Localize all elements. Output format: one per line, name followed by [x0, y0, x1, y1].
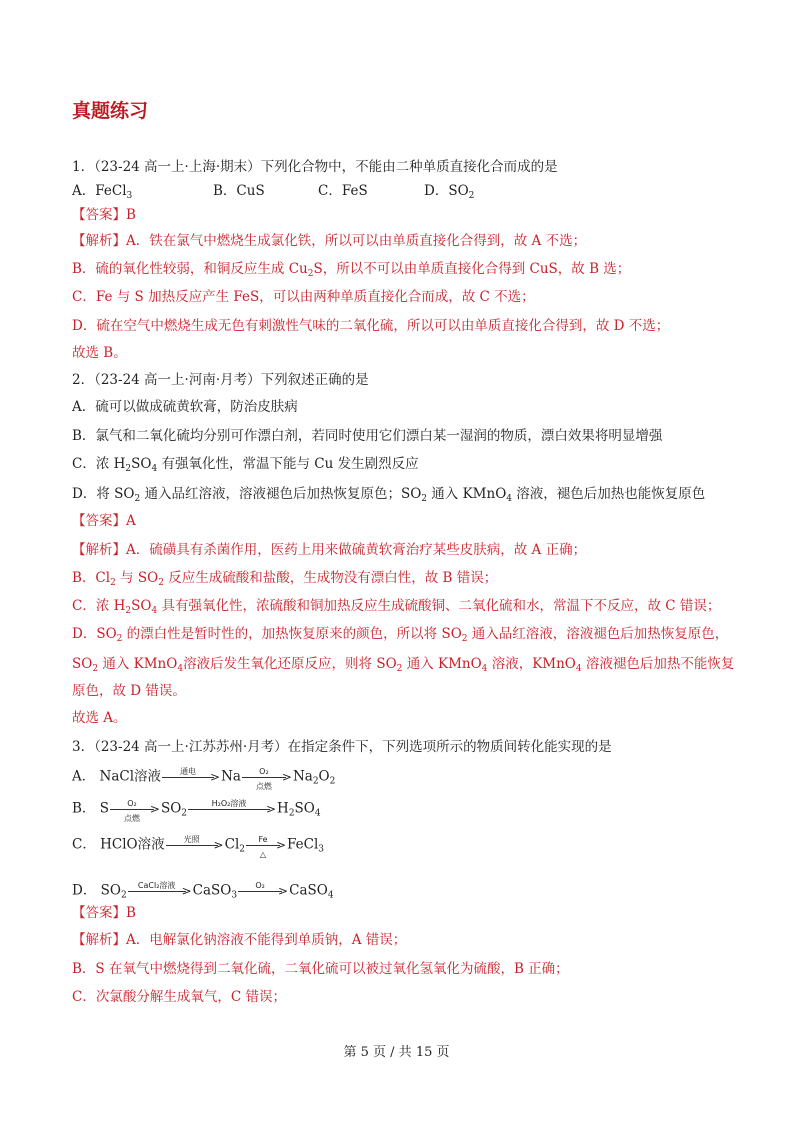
- text-run: S，所以不可以由单质直接化合得到 CuS，故 B 选；: [313, 261, 631, 277]
- text-run: Na: [221, 768, 241, 785]
- text-line: [72, 317, 669, 335]
- subscript: 2: [239, 844, 245, 855]
- text-line: [72, 232, 586, 250]
- reaction-arrow: [238, 880, 288, 902]
- text-line: [72, 158, 558, 176]
- arrow-condition-below: 点燃: [255, 782, 272, 791]
- text-run: FeCl: [287, 836, 319, 853]
- reaction-arrow: [128, 880, 192, 902]
- text-line: [72, 766, 336, 791]
- text-line: [72, 260, 630, 278]
- reaction-arrow: [242, 766, 292, 791]
- subscript: 4: [151, 606, 158, 616]
- arrow-condition-below: △: [259, 850, 267, 859]
- text-run: A．硫可以做成硫黄软膏，防治皮肤病: [72, 399, 298, 415]
- text-line: [72, 371, 369, 389]
- text-run: A． NaCl溶液: [72, 768, 162, 785]
- arrow-head-icon: >: [181, 884, 192, 898]
- text-run: C．浓 H: [72, 598, 126, 614]
- text-run: B．CuS: [213, 183, 265, 199]
- text-run: A．FeCl: [72, 183, 127, 199]
- text-line: [72, 485, 705, 503]
- text-run: 溶液，KMnO: [487, 656, 576, 672]
- text-run: B． S: [72, 800, 109, 817]
- text-run: B．S 在氧气中燃烧得到二氧化硫，二氧化硫可以被过氧化氢氧化为硫酸，B 正确；: [72, 961, 569, 977]
- text-run: 【解析】A．铁在氯气中燃烧生成氯化铁，所以可以由单质直接化合得到，故 A 不选；: [72, 233, 587, 249]
- reaction-arrow: [162, 766, 220, 788]
- subscript: 4: [481, 664, 488, 674]
- text-line: [72, 182, 672, 200]
- reaction-arrow: [166, 834, 224, 856]
- text-line: [72, 682, 186, 700]
- text-run: 溶液，褪色后加热也能恢复原色: [512, 486, 706, 502]
- text-run: 【答案】B: [72, 905, 136, 921]
- text-run: 的漂白性是暂时性的，加热恢复原来的颜色，所以将 SO: [122, 626, 462, 642]
- text-line: [72, 798, 321, 823]
- text-run: SO: [160, 800, 182, 817]
- text-line: [72, 880, 334, 902]
- arrow-head-icon: >: [210, 770, 221, 784]
- text-run: Cl: [224, 836, 240, 853]
- text-run: D．SO: [72, 626, 117, 642]
- subscript: 4: [327, 890, 334, 901]
- arrow-head-icon: >: [265, 802, 277, 816]
- text-line: [72, 512, 136, 530]
- text-run: C．Fe 与 S 加热反应产生 FeS，可以由两种单质直接化合而成，故 C 不选；: [72, 289, 535, 305]
- text-run: C．次氯酸分解生成氧气，C 错误；: [72, 989, 286, 1005]
- arrow-head-icon: >: [278, 884, 289, 898]
- text-run: C． HClO溶液: [72, 836, 165, 853]
- text-line: [72, 709, 127, 727]
- text-run: 1．（23-24 高一上·上海·期末）下列化合物中，不能由二种单质直接化合而成的是: [72, 159, 558, 175]
- text-run: 故选 B。: [72, 345, 127, 361]
- text-run: D．将 SO: [72, 486, 135, 502]
- text-run: 通入 KMnO: [427, 486, 507, 502]
- arrow-condition-above: CaCl₂溶液: [137, 881, 176, 890]
- text-line: [72, 834, 324, 859]
- text-run: CaSO: [289, 882, 328, 899]
- text-line: [72, 738, 612, 756]
- subscript: 3: [231, 890, 238, 901]
- text-line: [72, 288, 535, 306]
- arrow-condition-above: Fe: [258, 835, 268, 844]
- text-line: [72, 625, 728, 643]
- text-run: O: [318, 768, 330, 785]
- text-line: [72, 206, 136, 224]
- text-run: C．浓 H: [72, 456, 126, 472]
- arrow-condition-above: 光照: [183, 835, 200, 844]
- subscript: 2: [312, 776, 319, 787]
- arrow-condition-above: O₂: [259, 767, 269, 776]
- subscript: 2: [92, 664, 99, 674]
- text-run: 【答案】A: [72, 513, 136, 529]
- text-line: [72, 455, 419, 473]
- text-run: 通入 KMnO: [98, 656, 178, 672]
- text-line: [72, 960, 569, 978]
- text-run: 故选 A。: [72, 710, 127, 726]
- subscript: 3: [126, 191, 133, 201]
- text-run: Na: [292, 768, 313, 785]
- page-footer: 第 5 页 / 共 15 页: [343, 1045, 450, 1060]
- subscript: 2: [288, 808, 295, 819]
- section-title: 真题练习: [72, 100, 149, 122]
- text-run: 具有强氧化性，浓硫酸和铜加热反应生成硫酸铜、二氧化硫和水，常温下不反应，故 C 错误；: [157, 598, 721, 614]
- text-run: SO: [131, 456, 152, 472]
- text-run: D．硫在空气中燃烧生成无色有刺激性气味的二氧化硫，所以可以由单质直接化合得到，故 D 不选；: [72, 318, 670, 334]
- subscript: 2: [307, 269, 314, 279]
- text-run: 溶液褪色后加热不能恢复: [581, 656, 735, 672]
- text-run: 有强氧化性，常温下能与 Cu 发生剧烈反应: [157, 456, 419, 472]
- choice-option: [213, 182, 265, 200]
- subscript: 4: [506, 494, 513, 504]
- text-run: 2．（23-24 高一上·河南·月考）下列叙述正确的是: [72, 372, 369, 388]
- text-run: D．SO: [424, 183, 469, 199]
- subscript: 2: [461, 634, 468, 644]
- subscript: 2: [110, 578, 116, 588]
- arrow-head-icon: >: [213, 838, 224, 852]
- text-run: 【解析】A．电解氯化钠溶液不能得到单质钠，A 错误；: [72, 932, 407, 948]
- subscript: 3: [318, 844, 324, 855]
- arrow-condition-below: 点燃: [123, 814, 140, 823]
- subscript: 4: [177, 664, 184, 674]
- text-run: CaSO: [192, 882, 232, 899]
- subscript: 2: [116, 634, 123, 644]
- text-line: [72, 904, 136, 922]
- subscript: 2: [181, 808, 188, 819]
- text-run: B．Cl: [72, 570, 111, 586]
- text-run: B．硫的氧化性较弱，和铜反应生成 Cu: [72, 261, 308, 277]
- choice-option: [72, 182, 132, 200]
- text-line: [72, 597, 720, 615]
- arrow-condition-above: O₂: [127, 799, 137, 808]
- text-line: [72, 988, 286, 1006]
- reaction-arrow: [110, 798, 160, 823]
- subscript: 4: [151, 464, 158, 474]
- text-run: B．氯气和二氧化硫均分别可作漂白剂，若同时使用它们漂白某一湿润的物质，漂白效果将明显增强: [72, 428, 663, 444]
- text-run: D． SO: [72, 882, 121, 899]
- text-line: [72, 655, 734, 673]
- choice-option: [424, 182, 474, 200]
- text-run: 【解析】A．硫磺具有杀菌作用，医药上用来做硫黄软膏治疗某些皮肤病，故 A 正确；: [72, 542, 587, 558]
- subscript: 2: [396, 664, 403, 674]
- arrow-head-icon: >: [281, 770, 292, 784]
- text-line: [72, 569, 497, 587]
- text-run: 原色，故 D 错误。: [72, 683, 186, 699]
- text-line: [72, 398, 298, 416]
- subscript: 2: [421, 494, 428, 504]
- subscript: 2: [134, 494, 141, 504]
- text-run: SO: [131, 598, 152, 614]
- subscript: 2: [120, 890, 127, 901]
- text-run: 反应生成硫酸和盐酸，生成物没有漂白性，故 B 错误；: [163, 570, 498, 586]
- subscript: 2: [329, 776, 336, 787]
- text-run: 与 SO: [115, 570, 159, 586]
- arrow-head-icon: >: [275, 838, 286, 852]
- text-run: 【答案】B: [72, 207, 136, 223]
- text-run: SO: [294, 800, 315, 817]
- text-run: 通入品红溶液，溶液褪色后加热恢复原色；SO: [140, 486, 422, 502]
- subscript: 2: [125, 606, 132, 616]
- arrow-head-icon: >: [149, 802, 160, 816]
- text-run: SO: [72, 656, 93, 672]
- text-run: 通入品红溶液，溶液褪色后加热恢复原色，: [467, 626, 729, 642]
- arrow-condition-above: H₂O₂溶液: [211, 799, 247, 808]
- text-run: 3．（23-24 高一上·江苏苏州·月考）在指定条件下，下列选项所示的物质间转化能实现的是: [72, 739, 612, 755]
- subscript: 2: [158, 578, 164, 588]
- reaction-arrow: [188, 798, 276, 820]
- subscript: 4: [575, 664, 582, 674]
- text-run: 通入 KMnO: [402, 656, 482, 672]
- choice-option: [318, 182, 368, 200]
- text-line: [72, 541, 586, 559]
- text-line: [72, 931, 406, 949]
- text-line: [72, 427, 662, 445]
- arrow-condition-above: O₂: [255, 881, 265, 890]
- text-run: H: [277, 800, 289, 817]
- subscript: 2: [125, 464, 132, 474]
- subscript: 2: [468, 191, 475, 201]
- text-line: [72, 344, 127, 362]
- reaction-arrow: [246, 834, 286, 859]
- text-run: 溶液后发生氧化还原反应，则将 SO: [183, 656, 397, 672]
- arrow-condition-above: 通电: [180, 767, 197, 776]
- text-run: C．FeS: [318, 183, 368, 199]
- subscript: 4: [314, 808, 321, 819]
